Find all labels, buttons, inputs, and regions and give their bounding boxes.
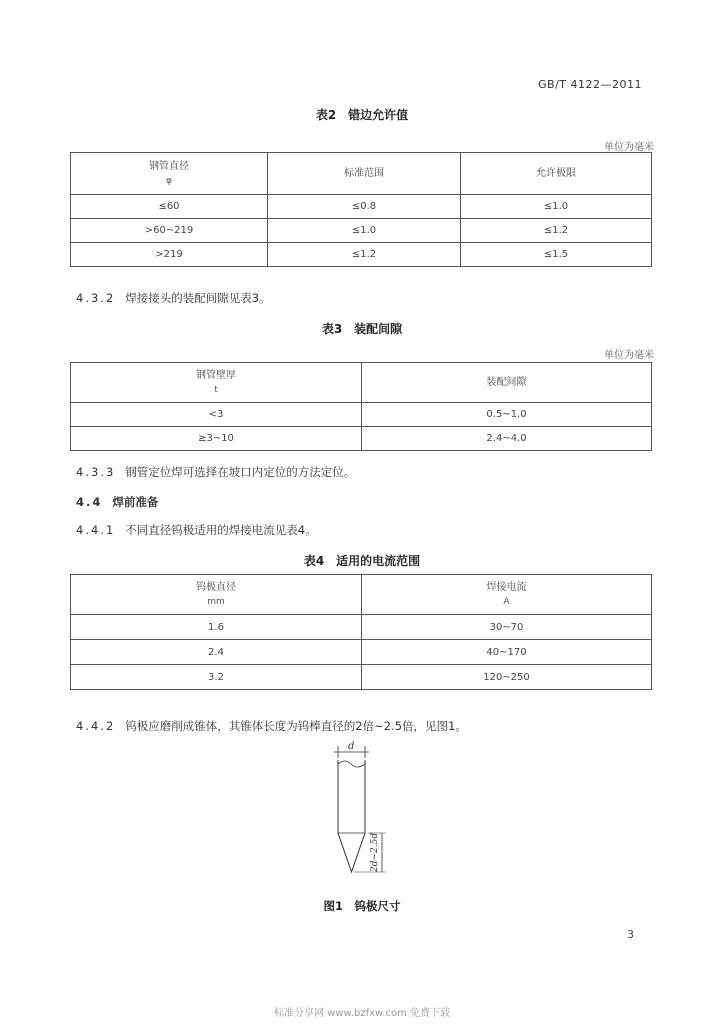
table2-header-row [71, 153, 652, 195]
clause-4-4-2: 4.4.2 钨极应磨削成锥体，其锥体长度为钨棒直径的2倍~2.5倍，见图1。 [76, 719, 467, 733]
table-cell: ≤1.5 [461, 243, 652, 267]
standard-code: GB/T 4122—2011 [538, 78, 642, 91]
table-cell: 2.4 [71, 640, 362, 665]
table-cell: <3 [71, 403, 362, 427]
figure-label-d: d [348, 741, 355, 752]
table-cell: ≥3~10 [71, 427, 362, 451]
table-cell: 120~250 [362, 665, 652, 690]
table4 [70, 574, 652, 690]
page-number: 3 [627, 928, 634, 941]
table-row [71, 219, 652, 243]
table-row [71, 195, 652, 219]
table-cell: 40~170 [362, 640, 652, 665]
table3 [70, 362, 652, 451]
table-row [71, 640, 652, 665]
table-cell: ≤1.0 [268, 219, 461, 243]
table-row [71, 615, 652, 640]
table-cell: ≤1.2 [461, 219, 652, 243]
table4-title: 表4 适用的电流范围 [303, 554, 421, 568]
table-cell: >60~219 [71, 219, 268, 243]
clause-4-4-1: 4.4.1 不同直径钨极适用的焊接电流见表4。 [76, 523, 317, 537]
clause-4-4: 4.4 焊前准备 [76, 495, 159, 509]
footer-watermark: 标准分享网 www.bzfxw.com 免费下载 [274, 1008, 450, 1019]
clause-4-3-3: 4.3.3 钢管定位焊可选择在坡口内定位的方法定位。 [76, 465, 356, 479]
table4-header-row [71, 575, 652, 615]
table-cell: ≤1.2 [268, 243, 461, 267]
table-cell: 0.5~1.0 [362, 403, 652, 427]
table-cell: ≤0.8 [268, 195, 461, 219]
table2-unit: 单位为毫米 [604, 142, 654, 153]
table2-header-limit: 允许极限 [461, 153, 652, 195]
table4-header-current: 焊接电流 A [362, 575, 652, 615]
table-row [71, 243, 652, 267]
table-cell: ≤60 [71, 195, 268, 219]
tungsten-electrode-figure [320, 740, 400, 880]
table2-header-standard: 标准范围 [268, 153, 461, 195]
figure1-caption: 图1 钨极尺寸 [323, 899, 401, 913]
table3-header-row [71, 363, 652, 403]
clause-4-3-2: 4.3.2 焊接接头的装配间隙见表3。 [76, 291, 271, 305]
table2-header-diameter: 钢管直径 φ [71, 153, 268, 195]
table4-header-diameter: 钨极直径 mm [71, 575, 362, 615]
table3-unit: 单位为毫米 [604, 350, 654, 361]
table3-header-thickness: 钢管壁厚 t [71, 363, 362, 403]
table-cell: 2.4~4.0 [362, 427, 652, 451]
table-cell: ≤1.0 [461, 195, 652, 219]
table-row [71, 427, 652, 451]
table-row [71, 403, 652, 427]
table2-title: 表2 错边允许值 [315, 108, 409, 122]
table-cell: 1.6 [71, 615, 362, 640]
table-row [71, 665, 652, 690]
table-cell: 3.2 [71, 665, 362, 690]
table3-header-gap: 装配间隙 [362, 363, 652, 403]
table3-title: 表3 装配间隙 [321, 322, 403, 336]
table-cell: >219 [71, 243, 268, 267]
figure-label-length: 2d~2.5d [370, 832, 380, 872]
table2 [70, 152, 652, 267]
table-cell: 30~70 [362, 615, 652, 640]
